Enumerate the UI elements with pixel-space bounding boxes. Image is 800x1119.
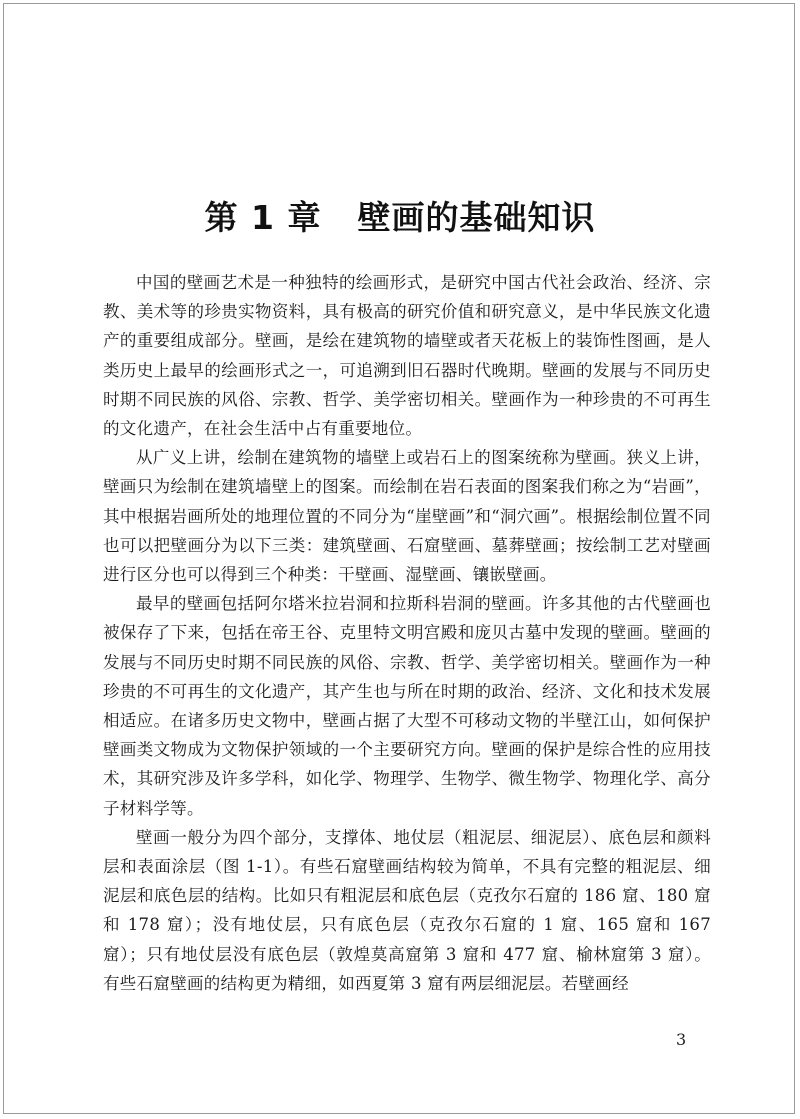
paragraph-2: 从广义上讲，绘制在建筑物的墙壁上或岩石上的图案统称为壁画。狭义上讲，壁画只为绘制在建筑墙壁上的图案。而绘制在岩石表面的图案我们称之为“岩画”，其中根据岩画所处的地理位置的不同分为“崖壁画”和“洞穴画”。根据绘制位置不同也可以把壁画分为以下三类：建筑壁画、石窟壁画、墓葬壁画；按绘制工艺对壁画进行区分也可以得到三个种类：干壁画、湿壁画、镶嵌壁画。 bbox=[103, 448, 711, 585]
page-number: 3 bbox=[676, 1030, 687, 1049]
body-text bbox=[103, 268, 711, 998]
paragraph-1: 中国的壁画艺术是一种独特的绘画形式，是研究中国古代社会政治、经济、宗教、美术等的珍贵实物资料，具有极高的研究价值和研究意义，是中华民族文化遗产的重要组成部分。壁画，是绘在建筑物的墙壁或者天花板上的装饰性图画，是人类历史上最早的绘画形式之一，可追溯到旧石器时代晚期。壁画的发展与不同历史时期不同民族的风俗、宗教、哲学、美学密切相关。壁画作为一种珍贵的不可再生的文化遗产，在社会生活中占有重要地位。 bbox=[103, 273, 711, 439]
chapter-number: 第 1 章 bbox=[204, 198, 322, 237]
chapter-title bbox=[0, 192, 800, 239]
paragraph-4: 壁画一般分为四个部分，支撑体、地仗层（粗泥层、细泥层）、底色层和颜料层和表面涂层（图 1-1）。有些石窟壁画结构较为简单，不具有完整的粗泥层、细泥层和底色层的结构。比如只有粗泥层和底色层（克孜尔石窟的 186 窟、180 窟和 178 窟）；没有地仗层，只有底色层（克孜尔石窟的 1 窟、165 窟和 167 窟）；只有地仗层没有底色层（敦煌莫高窟第 3 窟和 477 窟、榆林窟第 3 窟）。有些石窟壁画的结构更为精细，如西夏第 3 窟有两层细泥层。若壁画经 bbox=[103, 827, 711, 993]
chapter-title-text: 壁画的基础知识 bbox=[357, 198, 596, 237]
paragraph-3: 最早的壁画包括阿尔塔米拉岩洞和拉斯科岩洞的壁画。许多其他的古代壁画也被保存了下来，包括在帝王谷、克里特文明宫殿和庞贝古墓中发现的壁画。壁画的发展与不同历史时期不同民族的风俗、宗教、哲学、美学密切相关。壁画作为一种珍贵的不可再生的文化遗产，其产生也与所在时期的政治、经济、文化和技术发展相适应。在诸多历史文物中，壁画占据了大型不可移动文物的半壁江山，如何保护壁画类文物成为文物保护领域的一个主要研究方向。壁画的保护是综合性的应用技术，其研究涉及许多学科，如化学、物理学、生物学、微生物学、物理化学、高分子材料学等。 bbox=[103, 594, 711, 818]
